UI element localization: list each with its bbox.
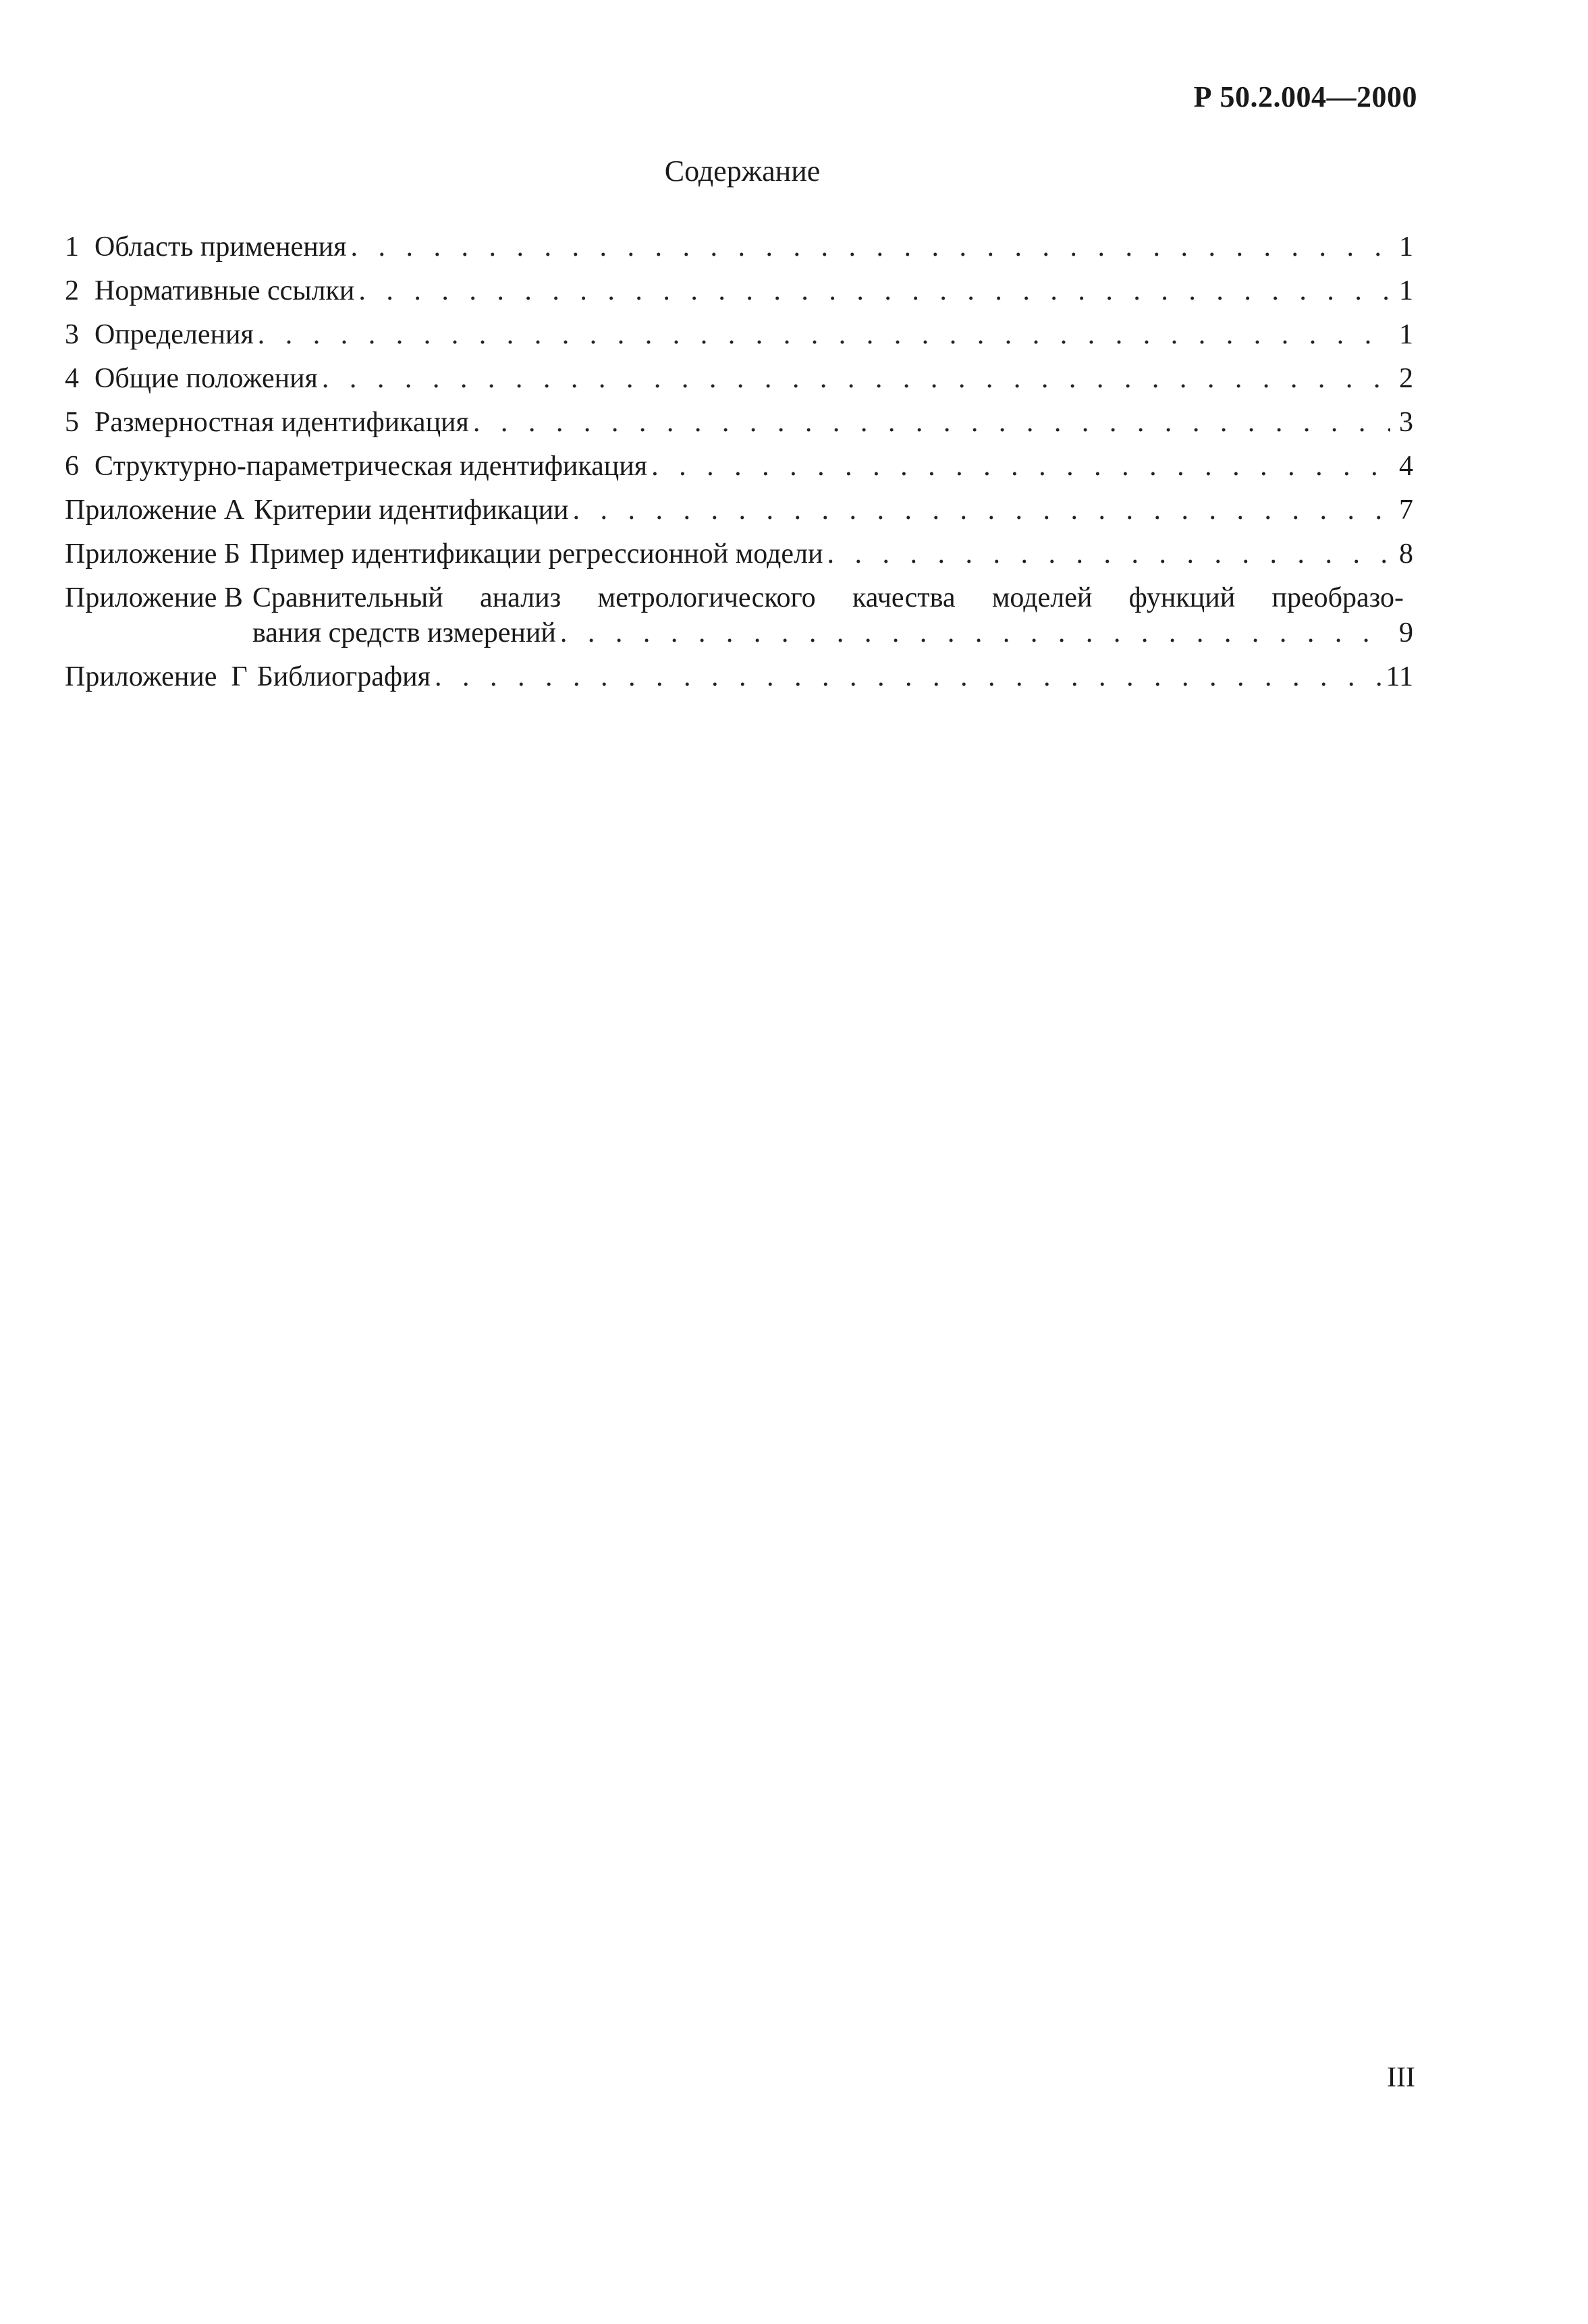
toc-leader-dots [435, 659, 1382, 694]
toc-entry-page: 4 [1399, 451, 1413, 482]
toc-entry-title-line2-wrap [252, 615, 1413, 651]
toc-leader-dots [473, 405, 1390, 440]
toc-entry-page: 1 [1399, 231, 1413, 262]
toc-entry-title: Определения [94, 319, 254, 350]
toc-entry-title: Критерии идентификации [254, 495, 569, 526]
toc-leader-dots [350, 229, 1390, 265]
toc-title: Содержание [664, 155, 821, 188]
toc-entry-title: Область применения [94, 231, 347, 262]
toc-entry-page: 9 [1399, 617, 1413, 648]
toc-entry-number: 2 [65, 275, 79, 306]
toc-entry-title: Пример идентификации регрессионной модели [250, 538, 823, 570]
toc-entry-appendix[interactable] [65, 580, 1413, 651]
toc-entry-number: Приложение В [65, 582, 243, 613]
toc-entry-title-block [243, 580, 1413, 651]
toc-entry[interactable] [65, 273, 1413, 308]
toc-leader-dots [560, 615, 1390, 651]
toc-entry-page: 1 [1399, 319, 1413, 350]
toc-entry-number: 5 [65, 407, 79, 438]
toc-entry-page: 3 [1399, 407, 1413, 438]
toc-entry[interactable] [65, 405, 1413, 440]
document-code: Р 50.2.004—2000 [1193, 80, 1417, 113]
toc-entry-title: Библиография [256, 661, 431, 692]
toc-entry-title: Общие положения [94, 363, 318, 394]
toc-entry-page: 7 [1399, 495, 1413, 526]
toc-entry-appendix[interactable] [65, 536, 1413, 572]
toc-leader-dots [573, 493, 1390, 528]
toc-entry-number: 4 [65, 363, 79, 394]
toc-entry-title: Размерностная идентификация [94, 407, 469, 438]
toc-entry-number: Приложение А [65, 495, 245, 526]
toc-entry-appendix[interactable] [65, 659, 1413, 694]
toc-leader-dots [358, 273, 1390, 308]
toc-entry[interactable] [65, 317, 1413, 352]
toc-entry-title: Нормативные ссылки [94, 275, 355, 306]
toc-entry-number: 6 [65, 451, 79, 482]
toc-entry-title-line1: Сравнительный анализ метрологического качества моделей функций преобразо- [252, 582, 1404, 613]
toc-entry-page: 1 [1399, 275, 1413, 306]
toc-entry[interactable] [65, 229, 1413, 265]
toc-entry-number: Приложение Г [65, 661, 248, 692]
toc-entry-number: Приложение Б [65, 538, 241, 570]
toc-entry-number: 1 [65, 231, 79, 262]
toc-leader-dots [258, 317, 1390, 352]
toc-entry-page: 11 [1386, 661, 1413, 692]
toc-entry-number: 3 [65, 319, 79, 350]
toc-leader-dots [322, 361, 1390, 396]
toc-entry-title: Структурно-параметрическая идентификация [94, 451, 648, 482]
toc-leader-dots [827, 536, 1390, 572]
toc-entry-page: 2 [1399, 363, 1413, 394]
toc-entry-title-line2: вания средств измерений [252, 617, 556, 648]
toc-entry-page: 8 [1399, 538, 1413, 570]
toc-entry[interactable] [65, 449, 1413, 484]
toc-leader-dots [651, 449, 1390, 484]
table-of-contents [65, 229, 1413, 703]
toc-entry[interactable] [65, 361, 1413, 396]
page-number: III [1387, 2062, 1415, 2093]
toc-entry-appendix[interactable] [65, 493, 1413, 528]
